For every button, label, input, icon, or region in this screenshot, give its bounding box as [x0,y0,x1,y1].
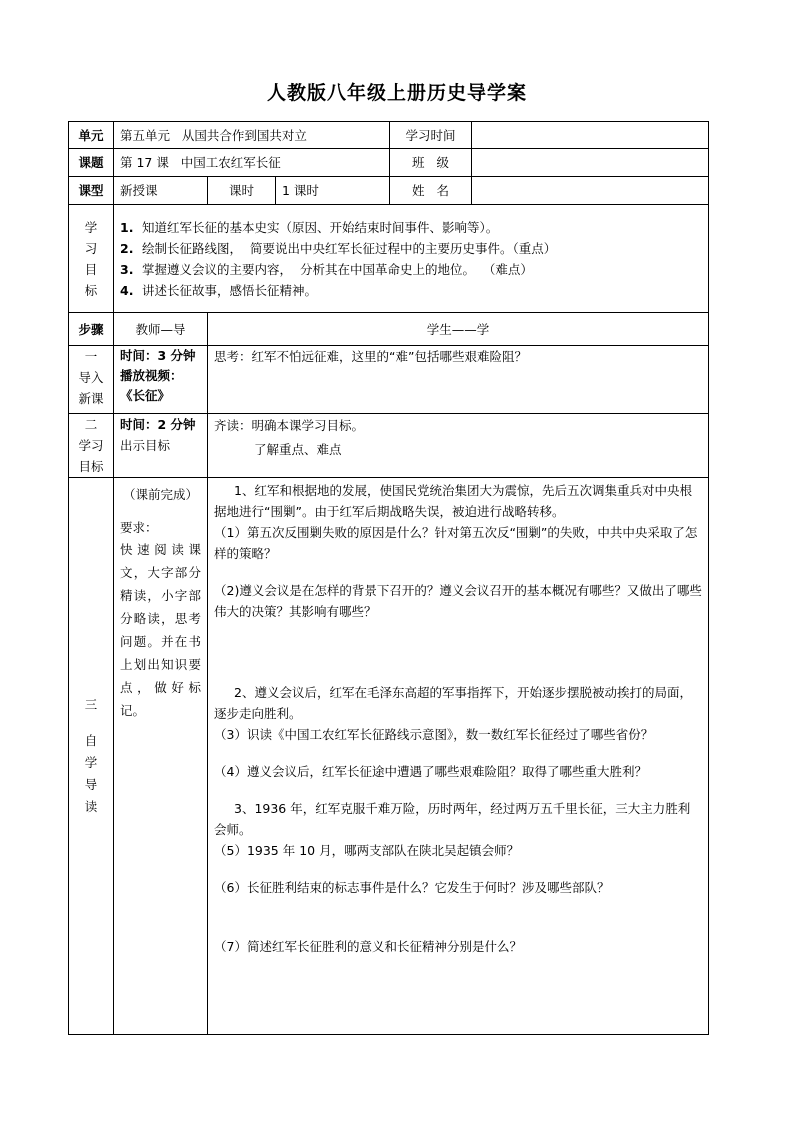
goal-item: 4. 讲述长征故事，感悟长征精神。 [120,282,318,298]
type-row [69,177,709,205]
reading-paragraph-2: 2、遵义会议后，红军在毛泽东高超的军事指挥下，开始逐步摆脱被动挨打的局面，逐步走向胜利。 [214,685,692,721]
student-header: 学生——学 [208,313,709,346]
hours-value: 1 课时 [276,177,390,205]
question-3: （3）识读《中国工农红军长征路线示意图》，数一数红军长征经过了哪些省份？ [214,727,654,742]
step1-teacher: 时间：3 分钟 播放视频： 《长征》 [114,346,208,414]
step3-label: 三 自 学 导 读 [69,478,114,1035]
question-5: （5）1935 年 10 月，哪两支部队在陕北吴起镇会师？ [214,843,520,858]
page-title: 人教版八年级上册历史导学案 [266,82,527,104]
reading-paragraph-3: 3、1936 年，红军克服千难万险，历时两年，经过两万五千里长征，三大主力胜利会师。 [214,801,691,837]
goals-label: 学 习 目 标 [69,205,114,313]
goal-item: 2. 绘制长征路线图， 简要说出中央红军长征过程中的主要历史事件。（重点） [120,240,557,256]
goal-item: 1. 知道红军长征的基本史实（原因、开始结束时间事件、影响等）。 [120,219,499,235]
step3-teacher: （课前完成） 要求： 快速阅读课文，大字部分精读，小字部分略读，思考问题。并在书上划出知识要点，做好标记。 [114,478,208,1035]
goals-row [69,205,709,313]
step2-student: 齐读：明确本课学习目标。 了解重点、难点 [208,414,709,478]
step2-teacher: 时间：2 分钟 出示目标 [114,414,208,478]
unit-row [69,122,709,149]
unit-value: 第五单元 从国共合作到国共对立 [114,122,390,149]
steps-header-row [69,313,709,346]
step2-label: 二 学习 目标 [69,414,114,478]
step1-row [69,346,709,414]
step-header: 步骤 [69,313,114,346]
study-time-label: 学习时间 [390,122,472,149]
type-value: 新授课 [114,177,208,205]
goals-list [114,205,709,313]
lesson-value: 第 17 课 中国工农红军长征 [114,149,390,177]
question-2: （2)遵义会议是在怎样的背景下召开的？遵义会议召开的基本概况有哪些？又做出了哪些伟大的决策？其影响有哪些？ [214,583,702,619]
unit-label: 单元 [69,122,114,149]
question-4: （4）遵义会议后，红军长征途中遭遇了哪些艰难险阻？取得了哪些重大胜利？ [214,764,647,779]
lesson-row [69,149,709,177]
step1-student: 思考：红军不怕远征难，这里的“难”包括哪些艰难险阻？ [208,346,709,414]
lesson-label: 课题 [69,149,114,177]
question-1: （1）第五次反围剿失败的原因是什么？针对第五次反“围剿”的失败，中共中央采取了怎样的策略？ [214,525,698,561]
class-label: 班 级 [390,149,472,177]
study-time-field[interactable] [472,122,709,149]
lesson-plan-table [68,121,709,1035]
class-field[interactable] [472,149,709,177]
name-label: 姓 名 [390,177,472,205]
goal-item: 3. 掌握遵义会议的主要内容， 分析其在中国革命史上的地位。 （难点） [120,261,533,277]
reading-paragraph-1: 1、红军和根据地的发展，使国民党统治集团大为震惊，先后五次调集重兵对中央根据地进行“围剿”。由于红军后期战略失误，被迫进行战略转移。 [214,483,692,519]
question-6: （6）长征胜利结束的标志事件是什么？它发生于何时？涉及哪些部队？ [214,880,610,895]
step3-student [208,478,709,1035]
question-7: （7）简述红军长征胜利的意义和长征精神分别是什么？ [214,939,522,954]
hours-label: 课时 [208,177,276,205]
name-field[interactable] [472,177,709,205]
teacher-header: 教师—导 [114,313,208,346]
step2-row [69,414,709,478]
step3-row [69,478,709,1035]
step1-label: 一 导入 新课 [69,346,114,414]
type-label: 课型 [69,177,114,205]
